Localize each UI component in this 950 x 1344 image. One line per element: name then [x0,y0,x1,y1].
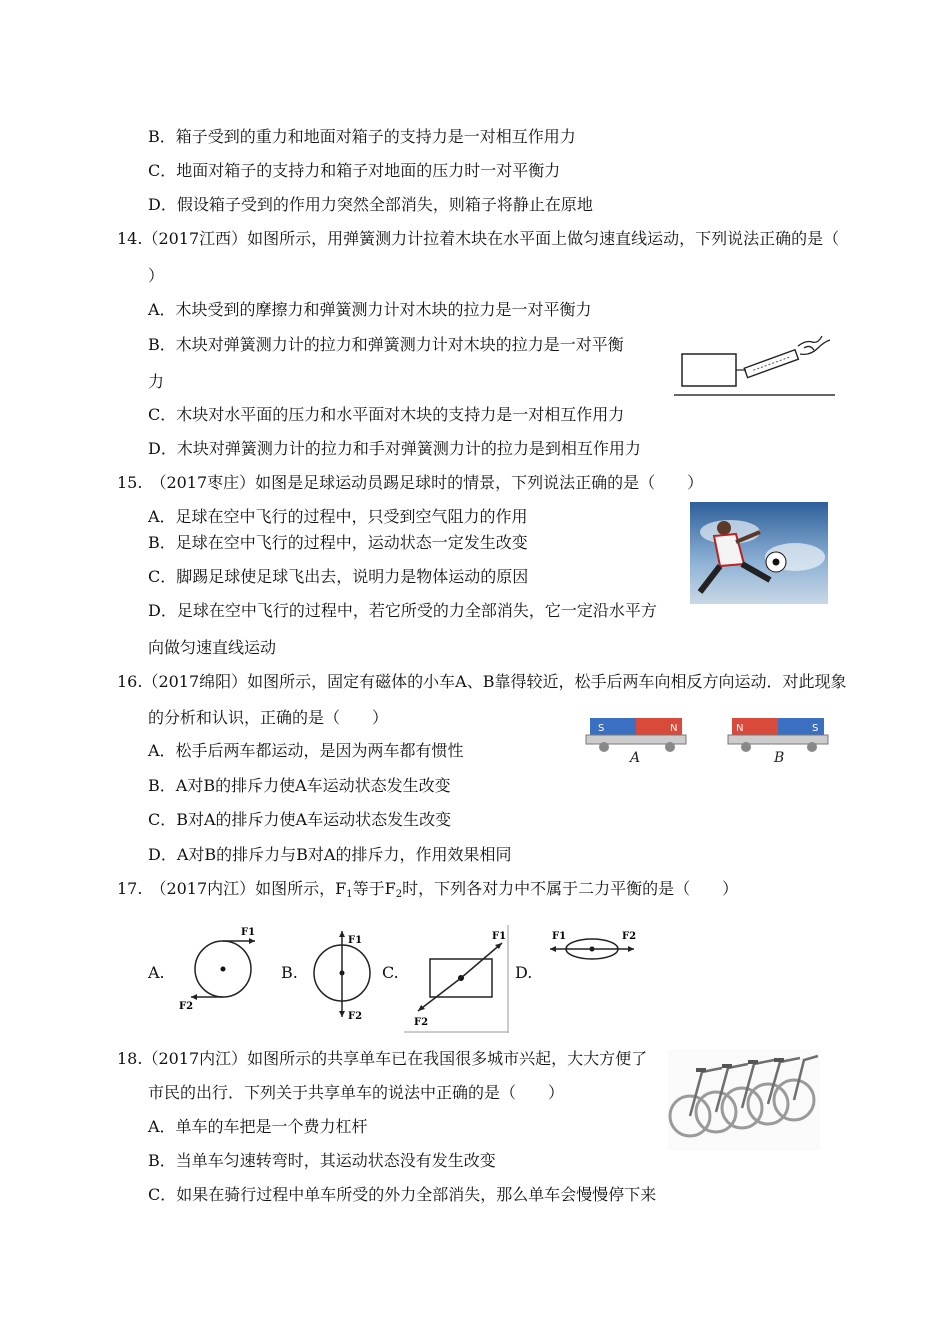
car-a [586,718,686,766]
magnet-cars-figure [584,712,834,767]
q17-stem: 17. （2017内江）如图所示，$F_1$等于$F_2$时，下列各对力中不属于二力平衡的是（ ） [117,879,739,900]
q16-option-d: D．A对B的排斥力与B对A的排斥力，作用效果相同 [148,845,512,864]
force-diagram-c [404,925,512,1033]
spring-scale-figure [672,318,837,400]
q17-label-c: C. [382,963,399,982]
q15-stem: 15. （2017枣庄）如图是足球运动员踢足球时的情景，下列说法正确的是（ ） [117,473,704,492]
shared-bikes-photo [668,1050,820,1150]
car-b [728,718,828,766]
svg-text:F2: F2 [622,931,637,942]
spring-scale [744,350,798,378]
q14-option-c: C．木块对水平面的压力和水平面对木块的支持力是一对相互作用力 [148,405,625,424]
q18-stem-line2: 市民的出行．下列关于共享单车的说法中正确的是（ ） [148,1083,565,1102]
svg-text:F2: F2 [348,1011,363,1022]
q16-stem-line2: 的分析和认识，正确的是（ ） [148,708,389,727]
q14-option-b-line2: 力 [148,372,165,391]
q13-option-b: B．箱子受到的重力和地面对箱子的支持力是一对相互作用力 [148,127,576,146]
q15-option-d-line2: 向做匀速直线运动 [148,638,277,657]
q15-option-d-line1: D．足球在空中飞行的过程中，若它所受的力全部消失，它一定沿水平方 [148,601,657,620]
q14-stem-line2: ） [148,266,165,285]
force-diagram-d [546,925,638,969]
svg-text:F1: F1 [552,931,567,942]
soccer-player-photo [690,502,828,604]
q16-stem-line1: 16.（2017绵阳）如图所示，固定有磁体的小车A、B靠得较近，松手后两车向相反方向运动．对此现象 [117,672,847,691]
q16-option-c: C．B对A的排斥力使A车运动状态发生改变 [148,810,452,829]
q18-option-c: C．如果在骑行过程中单车所受的外力全部消失，那么单车会慢慢停下来 [148,1185,657,1204]
q17-label-a: A. [148,963,165,982]
svg-text:N: N [736,723,744,734]
q14-stem-line1: 14.（2017江西）如图所示，用弹簧测力计拉着木块在水平面上做匀速直线运动，下列说法正确的是（ [117,229,840,248]
q14-option-a: A．木块受到的摩擦力和弹簧测力计对木块的拉力是一对平衡力 [148,300,592,319]
car-a-label: A [630,750,641,766]
q13-option-c: C．地面对箱子的支持力和箱子对地面的压力时一对平衡力 [148,161,561,180]
q14-option-d: D．木块对弹簧测力计的拉力和手对弹簧测力计的拉力是到相互作用力 [148,439,641,458]
hand-icon [798,336,830,354]
q14-option-b-line1: B．木块对弹簧测力计的拉力和弹簧测力计对木块的拉力是一对平衡 [148,335,624,354]
q15-option-a: A．足球在空中飞行的过程中，只受到空气阻力的作用 [148,507,528,526]
q13-option-d: D．假设箱子受到的作用力突然全部消失，则箱子将静止在原地 [148,195,593,214]
force-diagram-a [175,925,275,1017]
player-head [717,521,731,535]
q15-option-c: C．脚踢足球使足球飞出去，说明力是物体运动的原因 [148,567,529,586]
svg-text:F1: F1 [241,927,256,938]
wooden-block [682,354,736,386]
q15-option-b: B．足球在空中飞行的过程中，运动状态一定发生改变 [148,533,528,552]
svg-text:F2: F2 [179,1001,194,1012]
svg-text:F1: F1 [492,931,507,942]
q18-option-a: A．单车的车把是一个费力杠杆 [148,1117,368,1136]
q17-label-b: B. [281,963,298,982]
svg-text:F1: F1 [348,935,363,946]
car-b-label: B [774,750,785,766]
q17-label-d: D. [515,963,533,982]
svg-text:F2: F2 [414,1017,429,1028]
q16-option-b: B．A对B的排斥力使A车运动状态发生改变 [148,776,451,795]
svg-text:S: S [598,723,605,734]
q16-option-a: A．松手后两车都运动，是因为两车都有惯性 [148,741,464,760]
svg-text:N: N [670,723,678,734]
svg-text:S: S [812,723,819,734]
q18-option-b: B．当单车匀速转弯时，其运动状态没有发生改变 [148,1151,496,1170]
force-diagram-b [308,925,378,1025]
q18-stem-line1: 18.（2017内江）如图所示的共享单车已在我国很多城市兴起，大大方便了 [117,1049,648,1068]
